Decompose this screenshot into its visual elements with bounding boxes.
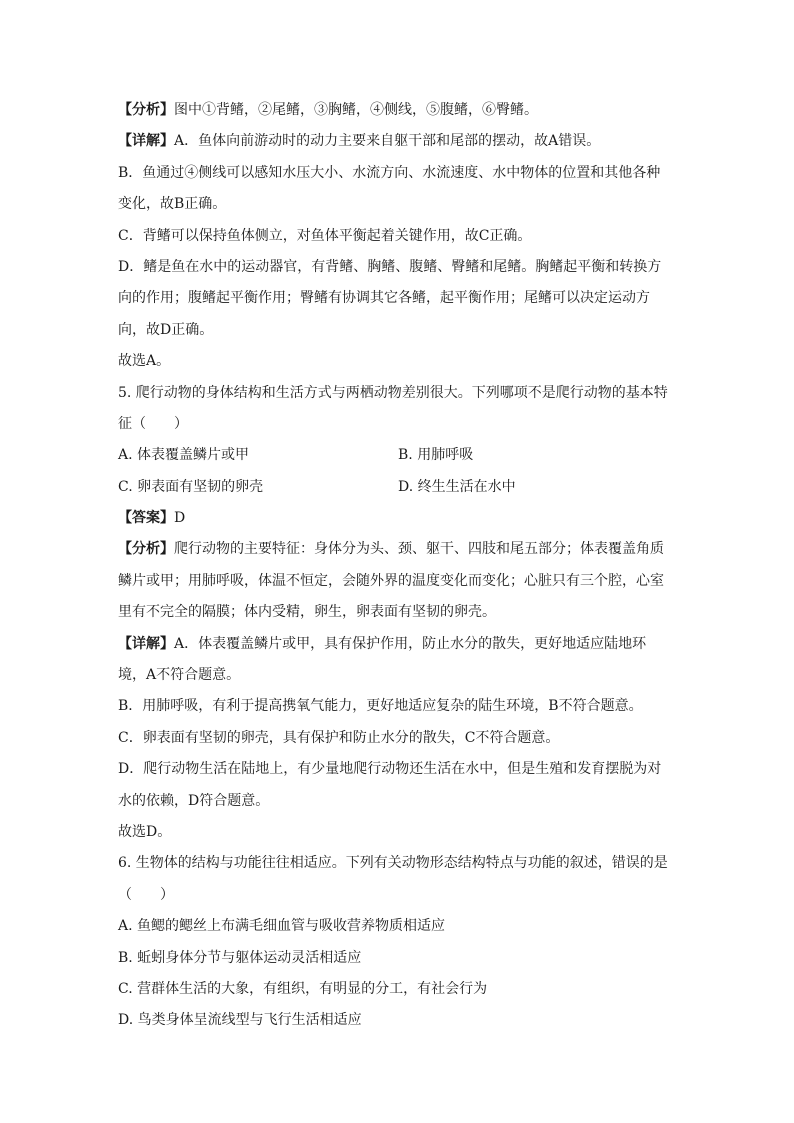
detail-tag: 【详解】 (118, 133, 174, 150)
q5-options-row (118, 477, 678, 508)
q5-options-row (118, 445, 678, 476)
q6-stem: 6. 生物体的结构与功能往往相适应。下列有关动物形态结构特点与功能的叙述，错误的是 (118, 855, 668, 872)
q5-detail-line: 【详解】A．体表覆盖鳞片或甲，具有保护作用，防止水分的散失，更好地适应陆地环 (118, 635, 647, 652)
analysis-tag: 【分析】 (118, 541, 174, 558)
analysis-tag: 【分析】 (118, 102, 174, 118)
q5-analysis-line: 鳞片或甲；用肺呼吸，体温不恒定，会随外界的温度变化而变化；心脏只有三个腔，心室 (118, 572, 664, 589)
q5-stem: 征（ ） (118, 415, 188, 432)
q4-detail-line: C．背鳍可以保持鱼体侧立，对鱼体平衡起着关键作用，故C正确。 (118, 227, 532, 244)
detail-tag: 【详解】 (118, 635, 174, 652)
q5-answer: 【答案】D (118, 510, 186, 527)
q5-detail-line: B．用肺呼吸，有利于提高携氧气能力，更好地适应复杂的陆生环境，B不符合题意。 (118, 698, 643, 715)
q5-detail-line: 水的依赖，D符合题意。 (118, 792, 270, 809)
q5-option-a: A. 体表覆盖鳞片或甲 (118, 447, 250, 464)
q5-analysis-line: 里有不完全的隔膜；体内受精，卵生，卵表面有坚韧的卵壳。 (118, 604, 496, 621)
q6-option-b: B. 蚯蚓身体分节与躯体运动灵活相适应 (118, 949, 362, 966)
q5-detail-line: D．爬行动物生活在陆地上，有少量地爬行动物还生活在水中，但是生殖和发育摆脱为对 (118, 761, 662, 778)
q4-analysis: 【分析】图中①背鳍，②尾鳍，③胸鳍，④侧线，⑤腹鳍，⑥臀鳍。 (118, 102, 538, 118)
q4-detail-line: B．鱼通过④侧线可以感知水压大小、水流方向、水流速度、水中物体的位置和其他各种 (118, 164, 661, 181)
q5-option-b: B. 用肺呼吸 (398, 447, 474, 464)
q5-option-d: D. 终生生活在水中 (398, 478, 516, 495)
q4-detail-line: 向，故D正确。 (118, 321, 214, 338)
q6-option-d: D. 鸟类身体呈流线型与飞行生活相适应 (118, 1012, 362, 1029)
document-page (118, 100, 678, 1042)
q5-option-c: C. 卵表面有坚韧的卵壳 (118, 478, 264, 495)
q4-detail-line: 向的作用；腹鳍起平衡作用；臀鳍有协调其它各鳍，起平衡作用；尾鳍可以决定运动方 (118, 290, 650, 307)
q4-detail-line: 变化，故B正确。 (118, 196, 227, 213)
q6-option-a: A. 鱼鳃的鳃丝上布满毛细血管与吸收营养物质相适应 (118, 918, 446, 935)
q6-stem: （ ） (118, 886, 174, 903)
q6-option-c: C. 营群体生活的大象，有组织，有明显的分工，有社会行为 (118, 980, 488, 997)
q4-conclusion: 故选A。 (118, 353, 171, 370)
q4-detail-line: D．鳍是鱼在水中的运动器官，有背鳍、胸鳍、腹鳍、臀鳍和尾鳍。胸鳍起平衡和转换方 (118, 258, 662, 275)
q5-conclusion: 故选D。 (118, 823, 172, 840)
q5-analysis-line: 【分析】爬行动物的主要特征：身体分为头、颈、躯干、四肢和尾五部分；体表覆盖角质 (118, 541, 664, 558)
q5-detail-line: C．卵表面有坚韧的卵壳，具有保护和防止水分的散失，C不符合题意。 (118, 729, 560, 746)
q5-stem: 5. 爬行动物的身体结构和生活方式与两栖动物差别很大。下列哪项不是爬行动物的基本特 (118, 384, 668, 401)
answer-tag: 【答案】 (118, 510, 174, 527)
q4-detail-line: 【详解】A．鱼体向前游动时的动力主要来自躯干部和尾部的摆动，故A错误。 (118, 133, 601, 150)
q5-detail-line: 境，A不符合题意。 (118, 667, 241, 684)
